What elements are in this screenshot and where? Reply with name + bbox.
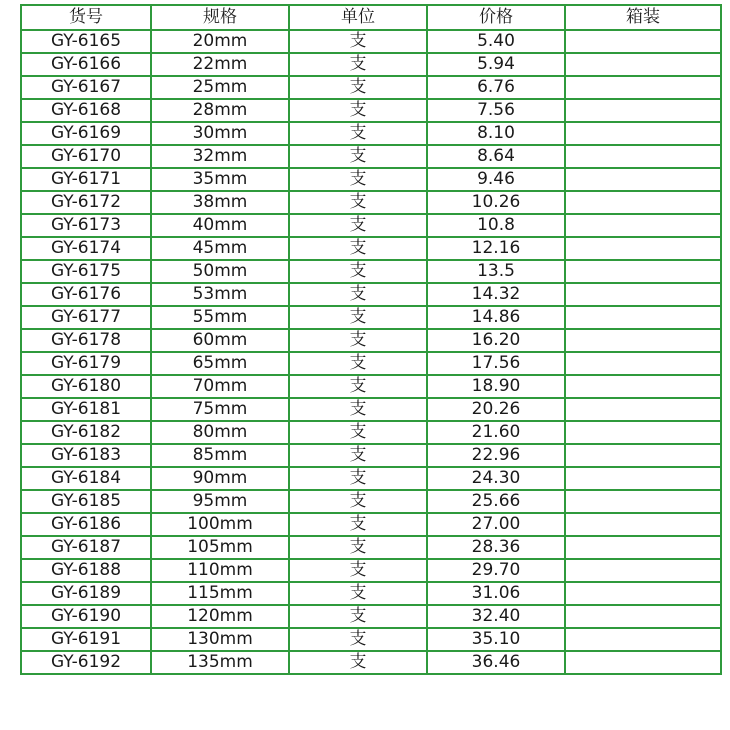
item-code-cell: GY-6189: [21, 582, 151, 605]
case-pack-cell: [565, 536, 721, 559]
item-code-cell: GY-6191: [21, 628, 151, 651]
unit-cell: 支: [289, 536, 427, 559]
spec-cell: 38mm: [151, 191, 289, 214]
item-code-cell: GY-6173: [21, 214, 151, 237]
unit-cell: 支: [289, 352, 427, 375]
item-code-cell: GY-6178: [21, 329, 151, 352]
unit-cell: 支: [289, 421, 427, 444]
price-cell: 27.00: [427, 513, 565, 536]
table-row: [21, 352, 721, 375]
header-spec: 规格: [151, 5, 289, 30]
unit-cell: 支: [289, 53, 427, 76]
table-row: [21, 283, 721, 306]
unit-cell: 支: [289, 99, 427, 122]
spec-cell: 65mm: [151, 352, 289, 375]
item-code-cell: GY-6171: [21, 168, 151, 191]
item-code-cell: GY-6166: [21, 53, 151, 76]
case-pack-cell: [565, 122, 721, 145]
table-row: [21, 651, 721, 674]
table-row: [21, 53, 721, 76]
price-cell: 35.10: [427, 628, 565, 651]
unit-cell: 支: [289, 559, 427, 582]
price-cell: 13.5: [427, 260, 565, 283]
case-pack-cell: [565, 628, 721, 651]
unit-cell: 支: [289, 398, 427, 421]
table-row: [21, 582, 721, 605]
table-header-row: [21, 5, 721, 30]
case-pack-cell: [565, 306, 721, 329]
spec-cell: 85mm: [151, 444, 289, 467]
item-code-cell: GY-6172: [21, 191, 151, 214]
case-pack-cell: [565, 30, 721, 53]
table-row: [21, 513, 721, 536]
case-pack-cell: [565, 329, 721, 352]
case-pack-cell: [565, 53, 721, 76]
price-cell: 10.8: [427, 214, 565, 237]
spec-cell: 35mm: [151, 168, 289, 191]
case-pack-cell: [565, 260, 721, 283]
unit-cell: 支: [289, 628, 427, 651]
table-row: [21, 76, 721, 99]
price-cell: 22.96: [427, 444, 565, 467]
price-cell: 21.60: [427, 421, 565, 444]
case-pack-cell: [565, 421, 721, 444]
item-code-cell: GY-6175: [21, 260, 151, 283]
table-row: [21, 329, 721, 352]
price-cell: 6.76: [427, 76, 565, 99]
header-item-code: 货号: [21, 5, 151, 30]
case-pack-cell: [565, 76, 721, 99]
item-code-cell: GY-6180: [21, 375, 151, 398]
table-row: [21, 490, 721, 513]
table-row: [21, 398, 721, 421]
price-cell: 18.90: [427, 375, 565, 398]
unit-cell: 支: [289, 283, 427, 306]
item-code-cell: GY-6177: [21, 306, 151, 329]
case-pack-cell: [565, 467, 721, 490]
unit-cell: 支: [289, 214, 427, 237]
spec-cell: 90mm: [151, 467, 289, 490]
unit-cell: 支: [289, 582, 427, 605]
spec-cell: 135mm: [151, 651, 289, 674]
case-pack-cell: [565, 559, 721, 582]
price-cell: 31.06: [427, 582, 565, 605]
unit-cell: 支: [289, 513, 427, 536]
spec-cell: 60mm: [151, 329, 289, 352]
unit-cell: 支: [289, 375, 427, 398]
price-cell: 10.26: [427, 191, 565, 214]
item-code-cell: GY-6167: [21, 76, 151, 99]
spec-cell: 110mm: [151, 559, 289, 582]
case-pack-cell: [565, 168, 721, 191]
unit-cell: 支: [289, 145, 427, 168]
price-cell: 17.56: [427, 352, 565, 375]
case-pack-cell: [565, 513, 721, 536]
price-cell: 24.30: [427, 467, 565, 490]
price-cell: 8.64: [427, 145, 565, 168]
spec-cell: 100mm: [151, 513, 289, 536]
spec-cell: 95mm: [151, 490, 289, 513]
price-cell: 12.16: [427, 237, 565, 260]
item-code-cell: GY-6188: [21, 559, 151, 582]
spec-cell: 40mm: [151, 214, 289, 237]
price-cell: 29.70: [427, 559, 565, 582]
price-cell: 7.56: [427, 99, 565, 122]
table-row: [21, 605, 721, 628]
table-row: [21, 306, 721, 329]
unit-cell: 支: [289, 306, 427, 329]
price-cell: 32.40: [427, 605, 565, 628]
spec-cell: 130mm: [151, 628, 289, 651]
item-code-cell: GY-6168: [21, 99, 151, 122]
spec-cell: 45mm: [151, 237, 289, 260]
case-pack-cell: [565, 237, 721, 260]
spec-cell: 53mm: [151, 283, 289, 306]
item-code-cell: GY-6183: [21, 444, 151, 467]
spec-cell: 50mm: [151, 260, 289, 283]
unit-cell: 支: [289, 168, 427, 191]
case-pack-cell: [565, 283, 721, 306]
price-cell: 36.46: [427, 651, 565, 674]
unit-cell: 支: [289, 444, 427, 467]
case-pack-cell: [565, 191, 721, 214]
table-row: [21, 467, 721, 490]
item-code-cell: GY-6165: [21, 30, 151, 53]
table-row: [21, 214, 721, 237]
price-cell: 5.94: [427, 53, 565, 76]
item-code-cell: GY-6184: [21, 467, 151, 490]
case-pack-cell: [565, 444, 721, 467]
case-pack-cell: [565, 375, 721, 398]
price-cell: 16.20: [427, 329, 565, 352]
unit-cell: 支: [289, 651, 427, 674]
table-row: [21, 444, 721, 467]
unit-cell: 支: [289, 122, 427, 145]
unit-cell: 支: [289, 30, 427, 53]
price-cell: 14.32: [427, 283, 565, 306]
item-code-cell: GY-6186: [21, 513, 151, 536]
table-row: [21, 628, 721, 651]
table-row: [21, 375, 721, 398]
spec-cell: 70mm: [151, 375, 289, 398]
table-row: [21, 536, 721, 559]
spec-cell: 20mm: [151, 30, 289, 53]
price-cell: 28.36: [427, 536, 565, 559]
spec-cell: 28mm: [151, 99, 289, 122]
case-pack-cell: [565, 651, 721, 674]
table-row: [21, 191, 721, 214]
price-cell: 9.46: [427, 168, 565, 191]
unit-cell: 支: [289, 490, 427, 513]
unit-cell: 支: [289, 191, 427, 214]
case-pack-cell: [565, 352, 721, 375]
spec-cell: 75mm: [151, 398, 289, 421]
table-row: [21, 122, 721, 145]
item-code-cell: GY-6190: [21, 605, 151, 628]
spec-cell: 30mm: [151, 122, 289, 145]
spec-cell: 105mm: [151, 536, 289, 559]
spec-cell: 22mm: [151, 53, 289, 76]
case-pack-cell: [565, 605, 721, 628]
spec-cell: 120mm: [151, 605, 289, 628]
table-row: [21, 237, 721, 260]
table-row: [21, 260, 721, 283]
spec-cell: 25mm: [151, 76, 289, 99]
table-row: [21, 559, 721, 582]
price-cell: 8.10: [427, 122, 565, 145]
case-pack-cell: [565, 99, 721, 122]
table-body: [21, 30, 721, 674]
item-code-cell: GY-6169: [21, 122, 151, 145]
unit-cell: 支: [289, 76, 427, 99]
unit-cell: 支: [289, 237, 427, 260]
table-row: [21, 168, 721, 191]
unit-cell: 支: [289, 605, 427, 628]
spec-cell: 55mm: [151, 306, 289, 329]
spec-cell: 115mm: [151, 582, 289, 605]
price-table: [20, 4, 722, 675]
item-code-cell: GY-6187: [21, 536, 151, 559]
item-code-cell: GY-6174: [21, 237, 151, 260]
table-row: [21, 145, 721, 168]
item-code-cell: GY-6176: [21, 283, 151, 306]
case-pack-cell: [565, 582, 721, 605]
unit-cell: 支: [289, 467, 427, 490]
item-code-cell: GY-6179: [21, 352, 151, 375]
case-pack-cell: [565, 398, 721, 421]
item-code-cell: GY-6182: [21, 421, 151, 444]
price-cell: 25.66: [427, 490, 565, 513]
unit-cell: 支: [289, 329, 427, 352]
table-row: [21, 421, 721, 444]
case-pack-cell: [565, 490, 721, 513]
table-row: [21, 30, 721, 53]
item-code-cell: GY-6185: [21, 490, 151, 513]
item-code-cell: GY-6170: [21, 145, 151, 168]
header-price: 价格: [427, 5, 565, 30]
item-code-cell: GY-6192: [21, 651, 151, 674]
header-case-pack: 箱装: [565, 5, 721, 30]
table-row: [21, 99, 721, 122]
case-pack-cell: [565, 145, 721, 168]
spec-cell: 32mm: [151, 145, 289, 168]
spec-cell: 80mm: [151, 421, 289, 444]
item-code-cell: GY-6181: [21, 398, 151, 421]
price-cell: 20.26: [427, 398, 565, 421]
price-cell: 14.86: [427, 306, 565, 329]
unit-cell: 支: [289, 260, 427, 283]
price-cell: 5.40: [427, 30, 565, 53]
header-unit: 单位: [289, 5, 427, 30]
case-pack-cell: [565, 214, 721, 237]
